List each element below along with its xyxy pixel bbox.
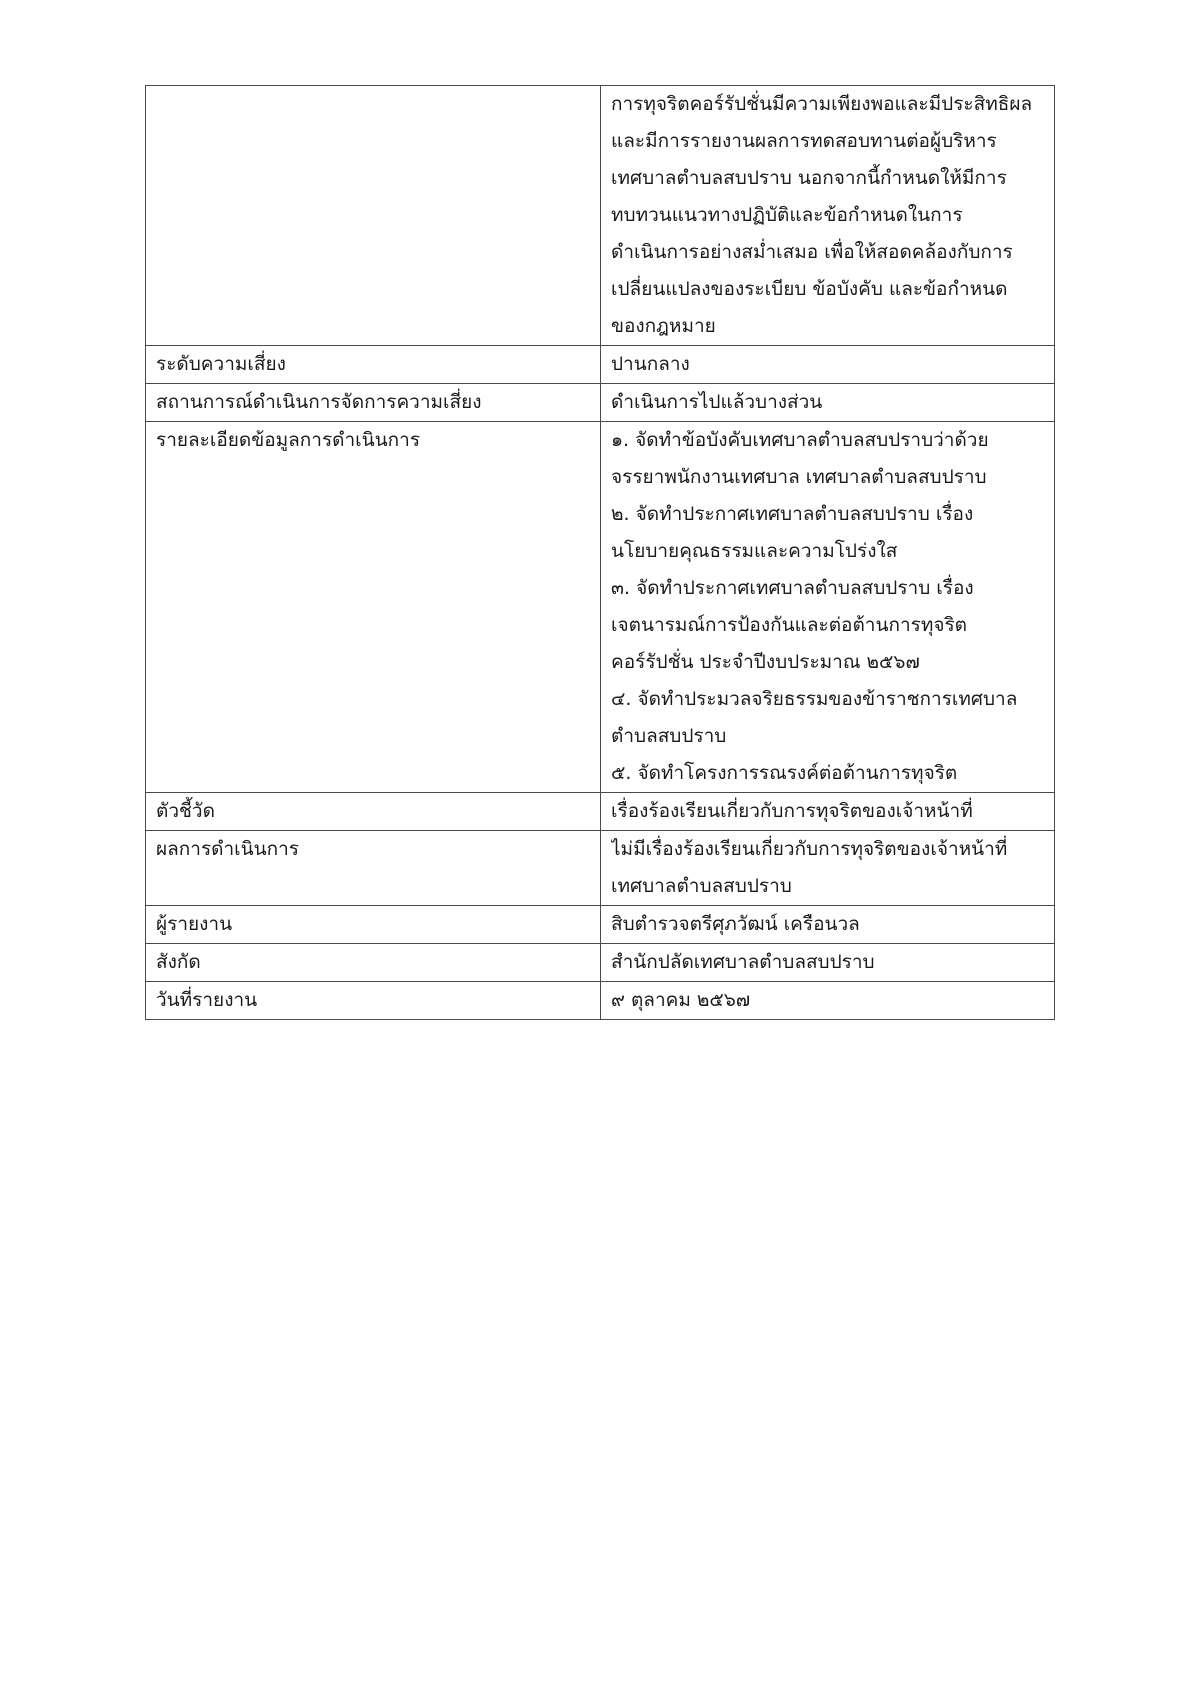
table-row	[146, 384, 1055, 422]
value-line: ๕. จัดทำโครงการรณรงค์ต่อต้านการทุจริต	[611, 762, 958, 784]
value-line: ๓. จัดทำประกาศเทศบาลตำบลสบปราบ เรื่อง	[611, 577, 974, 599]
value-line: ตำบลสบปราบ	[611, 725, 727, 747]
row-value	[601, 906, 1055, 944]
value-line: ของกฎหมาย	[611, 315, 716, 337]
row-label: ระดับความเสี่ยง	[146, 346, 601, 384]
row-label: ผลการดำเนินการ	[146, 831, 601, 906]
value-line: ปานกลาง	[611, 353, 690, 375]
table-row	[146, 906, 1055, 944]
table-row	[146, 944, 1055, 982]
row-label: สังกัด	[146, 944, 601, 982]
value-line: เรื่องร้องเรียนเกี่ยวกับการทุจริตของเจ้าหน้าที่	[611, 800, 973, 822]
row-label: วันที่รายงาน	[146, 982, 601, 1020]
value-line: ทบทวนแนวทางปฏิบัติและข้อกำหนดในการ	[611, 204, 963, 226]
row-value	[601, 982, 1055, 1020]
value-line: เทศบาลตำบลสบปราบ นอกจากนี้กำหนดให้มีการ	[611, 167, 1007, 189]
value-line: ดำเนินการไปแล้วบางส่วน	[611, 391, 823, 413]
row-value	[601, 422, 1055, 793]
row-value	[601, 86, 1055, 346]
table-row	[146, 422, 1055, 793]
table-row	[146, 982, 1055, 1020]
value-line: ดำเนินการอย่างสม่ำเสมอ เพื่อให้สอดคล้องกับการ	[611, 241, 1013, 263]
table-row	[146, 831, 1055, 906]
value-line: การทุจริตคอร์รัปชั่นมีความเพียงพอและมีประสิทธิผล	[611, 93, 1033, 115]
table-row	[146, 793, 1055, 831]
value-line: ๔. จัดทำประมวลจริยธรรมของข้าราชการเทศบาล	[611, 688, 1018, 710]
row-value	[601, 793, 1055, 831]
row-value	[601, 831, 1055, 906]
row-label: สถานการณ์ดำเนินการจัดการความเสี่ยง	[146, 384, 601, 422]
row-value	[601, 346, 1055, 384]
value-line: เปลี่ยนแปลงของระเบียบ ข้อบังคับ และข้อกำหนด	[611, 278, 1008, 300]
value-line: ไม่มีเรื่องร้องเรียนเกี่ยวกับการทุจริตของเจ้าหน้าที่	[611, 838, 1008, 860]
value-line: เทศบาลตำบลสบปราบ	[611, 875, 792, 897]
value-line: และมีการรายงานผลการทดสอบทานต่อผู้บริหาร	[611, 130, 997, 152]
value-line: ๑. จัดทำข้อบังคับเทศบาลตำบลสบปราบว่าด้วย	[611, 429, 989, 451]
report-table	[145, 85, 1055, 1020]
value-line: สิบตำรวจตรีศุภวัฒน์ เครือนวล	[611, 913, 860, 935]
row-label	[146, 86, 601, 346]
value-line: นโยบายคุณธรรมและความโปร่งใส	[611, 540, 898, 562]
row-label: ผู้รายงาน	[146, 906, 601, 944]
row-value	[601, 944, 1055, 982]
value-line: คอร์รัปชั่น ประจำปีงบประมาณ ๒๕๖๗	[611, 651, 920, 673]
table-row	[146, 346, 1055, 384]
row-value	[601, 384, 1055, 422]
value-line: เจตนารมณ์การป้องกันและต่อต้านการทุจริต	[611, 614, 968, 636]
value-line: สำนักปลัดเทศบาลตำบลสบปราบ	[611, 951, 875, 973]
row-label: ตัวชี้วัด	[146, 793, 601, 831]
table-row	[146, 86, 1055, 346]
row-label: รายละเอียดข้อมูลการดำเนินการ	[146, 422, 601, 793]
value-line: ๒. จัดทำประกาศเทศบาลตำบลสบปราบ เรื่อง	[611, 503, 974, 525]
value-line: ๙ ตุลาคม ๒๕๖๗	[611, 989, 751, 1011]
value-line: จรรยาพนักงานเทศบาล เทศบาลตำบลสบปราบ	[611, 466, 987, 488]
